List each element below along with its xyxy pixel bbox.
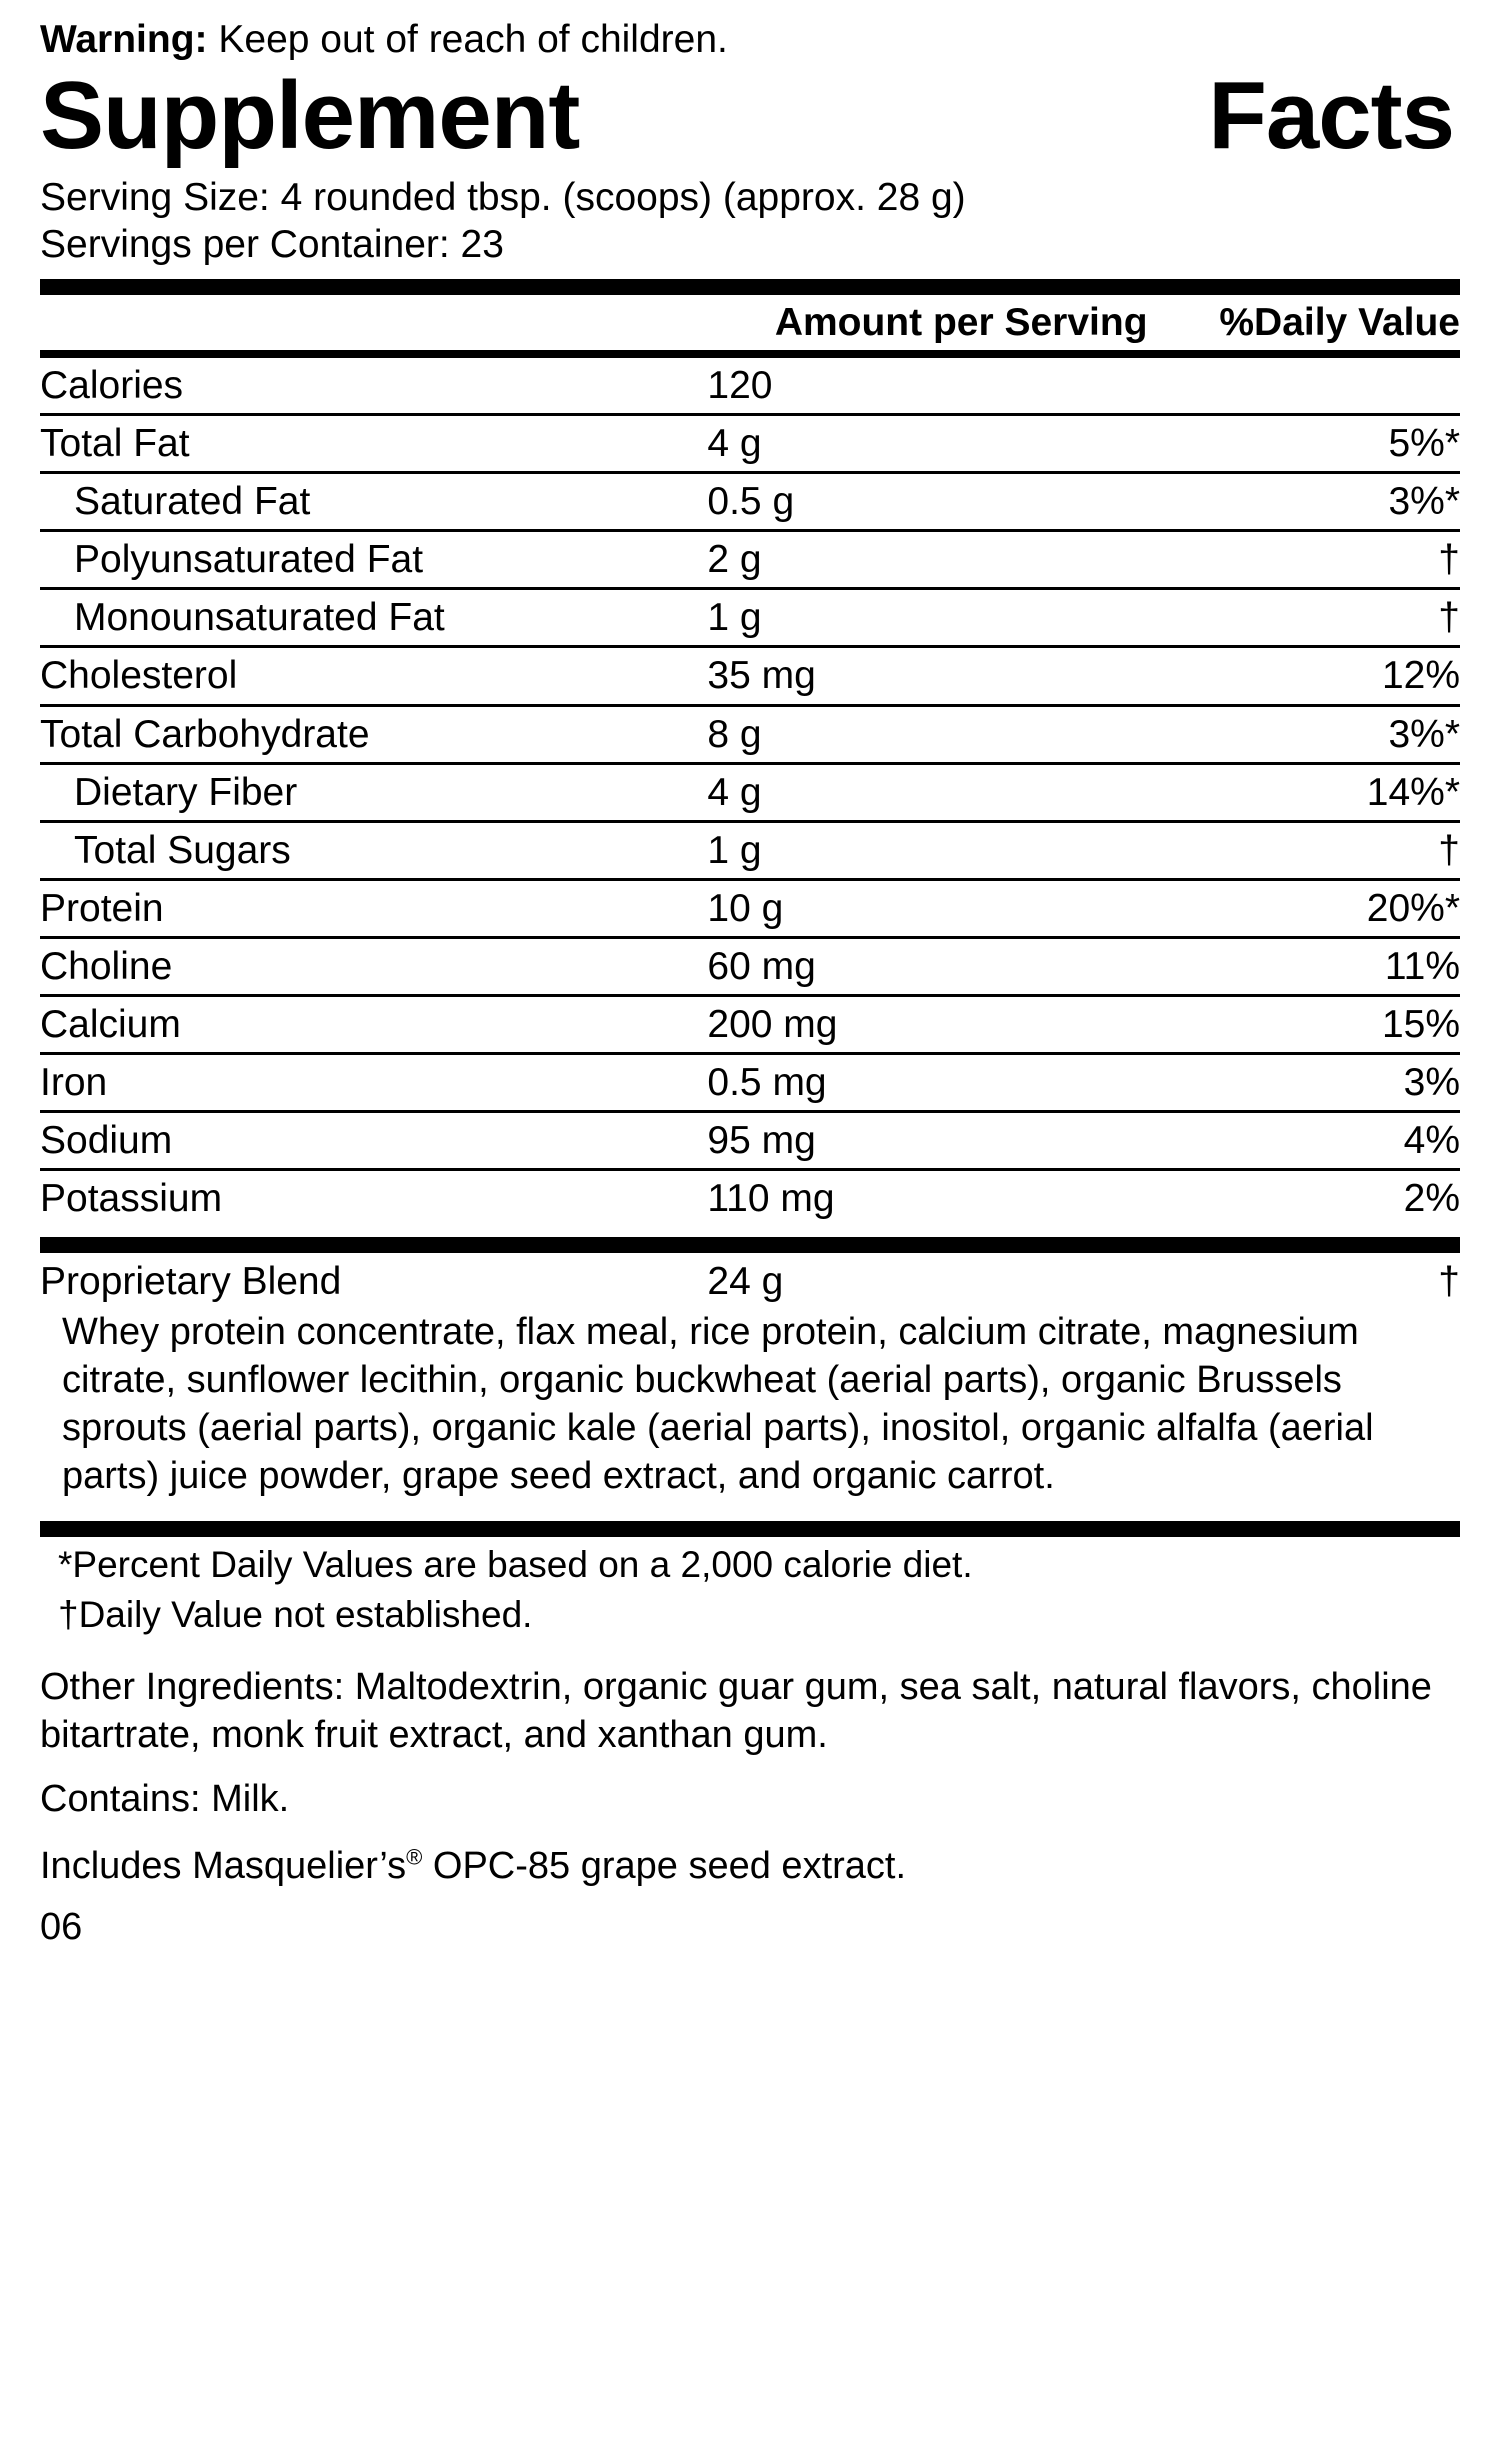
- row-amount: 0.5 g: [707, 473, 1161, 531]
- includes-pre: Includes Masquelier’s: [40, 1845, 407, 1888]
- row-amount: 8 g: [707, 705, 1161, 763]
- row-name: Potassium: [40, 1177, 223, 1221]
- row-amount: 0.5 mg: [707, 1054, 1161, 1112]
- row-daily-value: 12%: [1162, 647, 1460, 705]
- row-daily-value: 3%: [1162, 1054, 1460, 1112]
- nutrition-rows: [40, 358, 1460, 1227]
- table-row: [40, 821, 1460, 879]
- row-daily-value: [1162, 358, 1460, 415]
- footnote-dagger: †Daily Value not established.: [58, 1594, 533, 1636]
- row-amount: 1 g: [707, 821, 1161, 879]
- row-name: Cholesterol: [40, 647, 707, 705]
- row-daily-value: †: [1162, 821, 1460, 879]
- blend-daily-value: †: [1438, 1259, 1460, 1303]
- row-daily-value: †: [1162, 589, 1460, 647]
- row-name: Dietary Fiber: [40, 763, 707, 821]
- blend-description: Whey protein concentrate, flax meal, rice protein, calcium citrate, magnesium citrate, sunflower lecithin, organic buckwheat (aerial parts), organic Brussels sprouts (aerial parts), organic kale (aerial parts), inositol, organic alfalfa (aerial parts) juice powder, grape seed extract, and organic carrot.: [62, 1311, 1374, 1498]
- includes-post: OPC-85 grape seed extract.: [422, 1845, 907, 1888]
- table-row: [40, 589, 1460, 647]
- table-row: [40, 531, 1460, 589]
- table-row: [40, 763, 1460, 821]
- page-number: 06: [40, 1906, 83, 1949]
- nutrition-table: [40, 295, 1460, 350]
- row-daily-value: 3%*: [1162, 705, 1460, 763]
- serving-info: [40, 174, 1460, 269]
- row-amount: 1 g: [707, 589, 1161, 647]
- title-word-facts: Facts: [1208, 61, 1454, 169]
- rule-header-under: [40, 350, 1460, 358]
- table-row: [40, 1054, 1460, 1112]
- row-amount: 4 g: [707, 415, 1161, 473]
- blend-amount: 24 g: [707, 1259, 784, 1303]
- table-row: [40, 647, 1460, 705]
- row-name: Total Fat: [40, 415, 707, 473]
- row-name: Choline: [40, 938, 707, 996]
- page-title: [40, 61, 1460, 169]
- warning-text: Keep out of reach of children.: [207, 18, 728, 61]
- warning-label: Warning:: [40, 18, 208, 61]
- row-daily-value: 11%: [1162, 938, 1460, 996]
- rule-blend-above: [40, 1237, 1460, 1253]
- row-amount: 110 mg: [707, 1177, 835, 1221]
- header-daily-value: %Daily Value: [1219, 300, 1460, 344]
- row-amount: 200 mg: [707, 996, 1161, 1054]
- contains-statement: Contains: Milk.: [40, 1777, 290, 1820]
- includes-statement: [40, 1823, 1460, 1891]
- registered-mark: ®: [406, 1844, 423, 1870]
- table-row: [40, 473, 1460, 531]
- row-name: Sodium: [40, 1112, 707, 1170]
- row-name: Calcium: [40, 996, 707, 1054]
- rule-top-thick: [40, 279, 1460, 295]
- servings-per-container: Servings per Container: 23: [40, 223, 504, 267]
- table-row: [40, 938, 1460, 996]
- row-name: Polyunsaturated Fat: [40, 531, 707, 589]
- row-daily-value: 4%: [1162, 1112, 1460, 1170]
- row-amount: 120: [707, 358, 1161, 415]
- row-amount: 10 g: [707, 879, 1161, 937]
- title-word-supplement: Supplement: [40, 61, 580, 169]
- row-daily-value: 20%*: [1162, 879, 1460, 937]
- table-row: [40, 1112, 1460, 1170]
- row-name: Monounsaturated Fat: [40, 589, 707, 647]
- row-amount: 2 g: [707, 531, 1161, 589]
- proprietary-blend-row: [40, 1253, 1460, 1308]
- row-name: Protein: [40, 879, 707, 937]
- warning-line: [40, 18, 1460, 62]
- row-amount: 4 g: [707, 763, 1161, 821]
- row-daily-value: 5%*: [1162, 415, 1460, 473]
- header-blank: [40, 295, 699, 350]
- footnote-percent-daily-value: *Percent Daily Values are based on a 2,000 calorie diet.: [58, 1543, 973, 1585]
- rule-footnote-above: [40, 1521, 1460, 1537]
- header-amount-per-serving: Amount per Serving: [774, 300, 1148, 344]
- row-daily-value: 15%: [1162, 996, 1460, 1054]
- other-ingredients: Other Ingredients: Maltodextrin, organic guar gum, sea salt, natural flavors, choline bitartrate, monk fruit extract, and xanthan gum.: [40, 1665, 1432, 1756]
- blend-name: Proprietary Blend: [40, 1259, 342, 1303]
- row-daily-value: †: [1162, 531, 1460, 589]
- row-daily-value: 2%: [1403, 1177, 1460, 1221]
- table-row: [40, 358, 1460, 415]
- row-amount: 35 mg: [707, 647, 1161, 705]
- row-name: Saturated Fat: [40, 473, 707, 531]
- table-row: [40, 705, 1460, 763]
- row-daily-value: 14%*: [1162, 763, 1460, 821]
- table-header-row: [40, 295, 1460, 350]
- table-row: [40, 996, 1460, 1054]
- row-amount: 60 mg: [707, 938, 1161, 996]
- table-row: [40, 879, 1460, 937]
- row-name: Total Sugars: [40, 821, 707, 879]
- serving-size: Serving Size: 4 rounded tbsp. (scoops) (approx. 28 g): [40, 175, 966, 219]
- row-name: Iron: [40, 1054, 707, 1112]
- table-row: [40, 415, 1460, 473]
- row-amount: 95 mg: [707, 1112, 1161, 1170]
- table-row: [40, 1170, 1460, 1227]
- row-name: Calories: [40, 358, 707, 415]
- row-name: Total Carbohydrate: [40, 705, 707, 763]
- row-daily-value: 3%*: [1162, 473, 1460, 531]
